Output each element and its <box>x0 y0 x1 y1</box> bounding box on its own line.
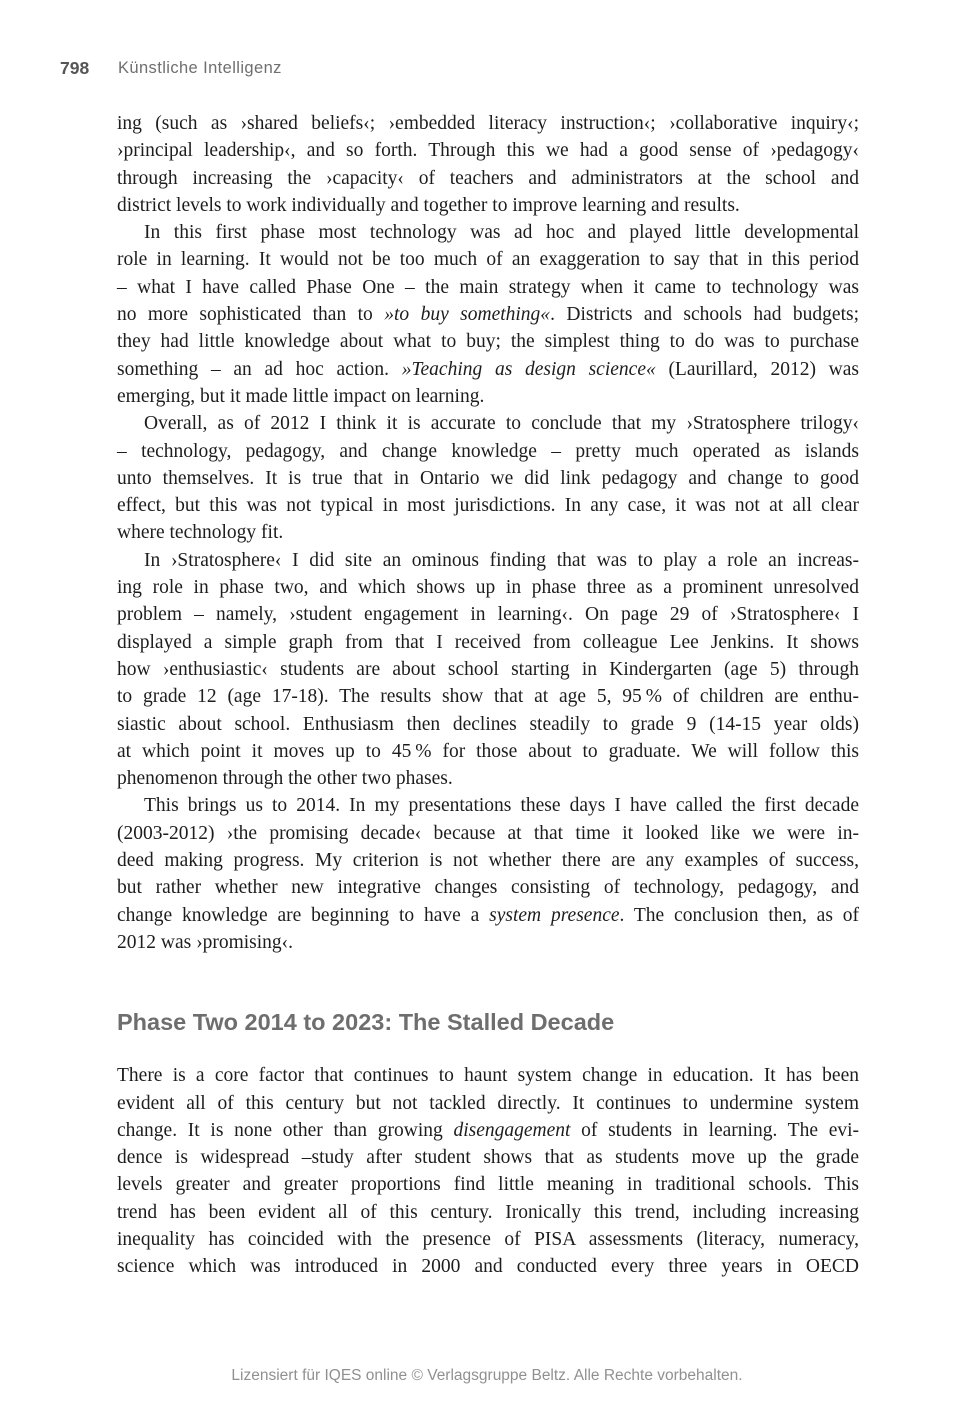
text-line: effect, but this was not typical in most jurisdictions. In any case, it was not at all clear <box>117 495 859 517</box>
text-line: to grade 12 (age 17-18). The results show that at age 5, 95 % of children are enthu- <box>117 686 859 708</box>
text-line: district levels to work individually and together to improve learning and results. <box>117 194 740 216</box>
paragraph <box>117 219 859 410</box>
text-line: (2003-2012) ›the promising decade‹ because at that time it looked like we were in- <box>117 822 859 844</box>
text-line: trend has been evident all of this century. Ironically this trend, including increasing <box>117 1201 859 1223</box>
running-title: Künstliche Intelligenz <box>118 59 282 77</box>
text-line: evident all of this century but not tackled directly. It continues to undermine system <box>117 1092 859 1114</box>
text-line: dence is widespread –study after student shows that as students move up the grade <box>117 1147 859 1169</box>
text-line: problem – namely, ›student engagement in learning‹. On page 29 of ›Stratosphere‹ I <box>117 604 859 626</box>
text-line: through increasing the ›capacity‹ of teachers and administrators at the school and <box>117 167 859 189</box>
section-heading: Phase Two 2014 to 2023: The Stalled Decade <box>117 1009 615 1036</box>
text-line: how ›enthusiastic‹ students are about school starting in Kindergarten (age 5) through <box>117 658 859 680</box>
text-line: no more sophisticated than to »to buy something«. Districts and schools had budgets; <box>117 304 860 326</box>
text-line: 2012 was ›promising‹. <box>117 931 294 953</box>
text-line: – what I have called Phase One – the main strategy when it came to technology was <box>117 276 859 298</box>
paragraph <box>117 110 859 219</box>
body-text <box>117 110 859 1281</box>
text-line: In ›Stratosphere‹ I did site an ominous finding that was to play a role an increas- <box>144 549 859 571</box>
text-line: where technology fit. <box>117 522 284 544</box>
text-line: deed making progress. My criterion is not whether there are any examples of success, <box>117 850 859 872</box>
text-line: they had little knowledge about what to buy; the simplest thing to do was to purchase <box>117 331 859 353</box>
text-line: role in learning. It would not be too much of an exaggeration to say that in this period <box>117 249 859 271</box>
text-line: ›principal leadership‹, and so forth. Through this we had a good sense of ›pedagogy‹ <box>117 140 859 162</box>
page-number: 798 <box>60 58 90 78</box>
text-line: displayed a simple graph from that I received from colleague Lee Jenkins. It shows <box>117 631 859 653</box>
text-line: ing role in phase two, and which shows up in phase three as a prominent unresolved <box>117 577 859 599</box>
paragraph <box>117 792 859 956</box>
running-header <box>0 58 974 82</box>
text-line: This brings us to 2014. In my presentations these days I have called the first decade <box>144 795 859 817</box>
text-line: phenomenon through the other two phases. <box>117 768 453 790</box>
paragraph <box>117 410 859 546</box>
text-line: but rather whether new integrative changes consisting of technology, pedagogy, and <box>117 877 859 899</box>
text-line: unto themselves. It is true that in Ontario we did link pedagogy and change to good <box>117 467 859 489</box>
text-line: at which point it moves up to 45 % for those about to graduate. We will follow this <box>117 740 859 762</box>
paragraph <box>117 1062 859 1280</box>
text-line: – technology, pedagogy, and change knowledge – pretty much operated as islands <box>117 440 859 462</box>
license-footer: Lizensiert für IQES online © Verlagsgruppe Beltz. Alle Rechte vorbehalten. <box>231 1367 743 1384</box>
text-line: change. It is none other than growing disengagement of students in learning. The evi- <box>117 1119 860 1141</box>
paragraph <box>117 547 859 793</box>
text-line: Overall, as of 2012 I think it is accurate to conclude that my ›Stratosphere trilogy‹ <box>144 413 859 435</box>
text-line: ing (such as ›shared beliefs‹; ›embedded literacy instruction‹; ›collaborative inquiry‹; <box>117 113 859 134</box>
text-line: siastic about school. Enthusiasm then declines steadily to grade 9 (14-15 year olds) <box>117 713 859 735</box>
text-line: inequality has coincided with the presence of PISA assessments (literacy, numeracy, <box>117 1228 859 1250</box>
text-line: In this first phase most technology was ad hoc and played little developmental <box>144 222 859 244</box>
text-line: change knowledge are beginning to have a system presence. The conclusion then, as of <box>117 904 859 926</box>
text-line: There is a core factor that continues to haunt system change in education. It has been <box>117 1065 859 1087</box>
text-line: science which was introduced in 2000 and conducted every three years in OECD <box>117 1256 859 1278</box>
text-line: something – an ad hoc action. »Teaching as design science« (Laurillard, 2012) was <box>117 358 859 380</box>
text-line: levels greater and greater proportions find little meaning in traditional schools. This <box>117 1174 859 1196</box>
text-line: emerging, but it made little impact on learning. <box>117 385 485 407</box>
